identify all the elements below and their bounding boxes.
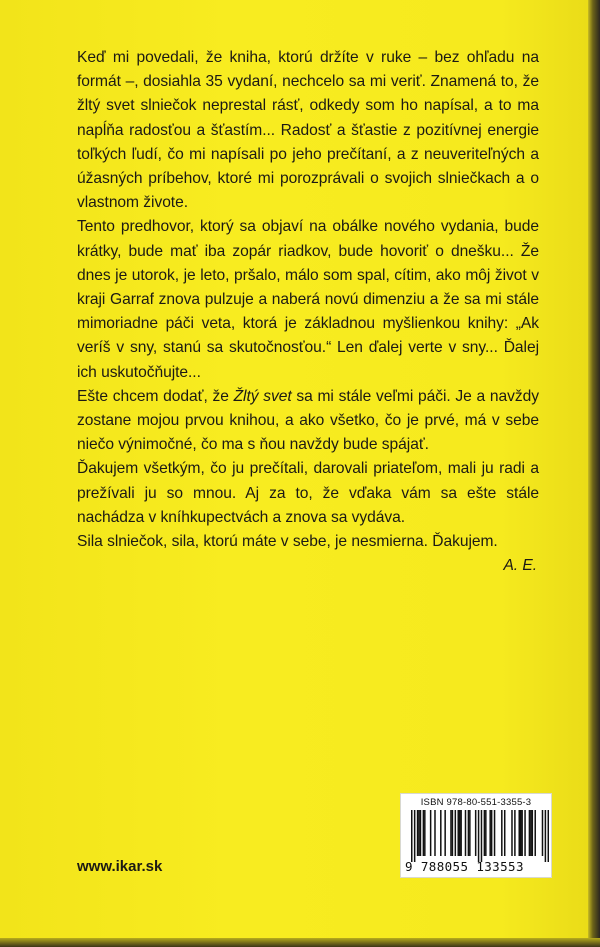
blurb-paragraph-4: Ďakujem všetkým, čo ju prečítali, darovali priateľom, mali ju radi a prežívali ju so mnou. Aj za to, že vďaka vám sa ešte stále nachádza v kníhkupectvách a znova sa vydáva.	[77, 460, 539, 526]
barcode-bar	[411, 810, 413, 862]
barcode-bar	[489, 810, 491, 856]
isbn-barcode-box	[400, 793, 552, 878]
barcode-icon	[411, 810, 549, 862]
blurb-paragraph-1: Keď mi povedali, že kniha, ktorú držíte v ruke – bez ohľadu na formát –, dosiahla 35 vydaní, nechcelo sa mi veriť. Znamená to, že žltý svet slniečok neprestal rásť, odkedy som ho napísal, a to ma napĺňa radosťou a šťastím... Radosť a šťastie z pozitívnej energie toľkých ľudí, čo mi napísali po jeho prečítaní, a z neuveriteľných a úžasných príbehov, ktoré mi porozprávali o svojich slniečkach a o vlastnom živote.	[77, 49, 539, 212]
barcode-bar	[511, 810, 513, 856]
barcode-bar	[434, 810, 436, 856]
barcode-bar	[444, 810, 446, 856]
blurb-paragraph-3-start: Ešte chcem dodať, že	[77, 387, 234, 405]
barcode-bar	[469, 810, 471, 856]
barcode-bar	[545, 810, 547, 862]
barcode-bar	[478, 810, 480, 862]
blurb-paragraph-3	[77, 385, 539, 458]
barcode-bar	[452, 810, 454, 856]
blurb-paragraph-2: Tento predhovor, ktorý sa objaví na obálke nového vydania, bude krátky, bude mať iba zopár riadkov, bude hovoriť o dnešku... Že dnes je utorok, je leto, pršalo, málo som spal, cítim, ako môj život v kraji Garraf znova pulzuje a naberá novú dimenziu a že sa mi stále mimoriadne páči veta, ktorá je základnou myšlienkou knihy: „Ak veríš v sny, stanú sa skutočnosťou.“ Len ďalej verte v sny... Ďalej ich uskutočňujte...	[77, 218, 539, 381]
barcode-bar	[481, 810, 483, 862]
book-spine-edge	[588, 0, 600, 947]
barcode-bar	[414, 810, 416, 862]
isbn-label: ISBN 978-80-551-3355-3	[420, 797, 532, 808]
barcode-bar	[504, 810, 506, 856]
barcode-bar	[455, 810, 457, 856]
publisher-website: www.ikar.sk	[77, 858, 163, 875]
barcode-bar	[430, 810, 432, 856]
barcode-bar	[501, 810, 503, 856]
barcode-bar	[468, 810, 470, 856]
blurb-paragraph-3-end: sa mi stále veľmi páči. Je a navždy zostane mojou prvou knihou, a ako všetko, čo je prvé, má v sebe niečo výnimočné, čo ma s ňou navždy bude spájať.	[77, 387, 539, 454]
barcode-bar	[548, 810, 549, 862]
barcode-bar	[514, 810, 516, 856]
barcode-bar	[534, 810, 536, 856]
barcode-bar	[459, 810, 461, 856]
barcode-digits: 9 788055 133553	[405, 859, 524, 874]
barcode-bar	[420, 810, 422, 856]
barcode-bar	[440, 810, 442, 856]
barcode-bar	[520, 810, 522, 856]
barcode-bar	[475, 810, 477, 856]
barcode-bar	[423, 810, 425, 856]
barcode-bar	[457, 810, 459, 856]
barcode-bar	[460, 810, 462, 856]
barcode-bar	[465, 810, 467, 856]
barcode-bar	[491, 810, 493, 856]
blurb-paragraph-5: Sila slniečok, sila, ktorú máte v sebe, je nesmierna. Ďakujem.	[77, 533, 498, 551]
barcode-bar	[529, 810, 531, 856]
book-title-emphasis: Žltý svet	[233, 387, 292, 405]
barcode-bar	[417, 810, 419, 856]
barcode-bar	[524, 810, 526, 856]
barcode-bar	[518, 810, 520, 856]
barcode-bar	[521, 810, 523, 856]
barcode-bar	[418, 810, 420, 856]
author-signature: A. E.	[503, 557, 537, 575]
blurb-text	[77, 46, 539, 578]
barcode-bar	[424, 810, 426, 856]
barcode-bar	[530, 810, 532, 856]
barcode-bar	[542, 810, 544, 856]
barcode-bar	[494, 810, 496, 856]
barcode-bar	[532, 810, 534, 856]
barcode-bar	[450, 810, 452, 856]
barcode-bar	[484, 810, 486, 856]
barcode-bar	[485, 810, 487, 856]
book-bottom-edge	[0, 938, 600, 947]
